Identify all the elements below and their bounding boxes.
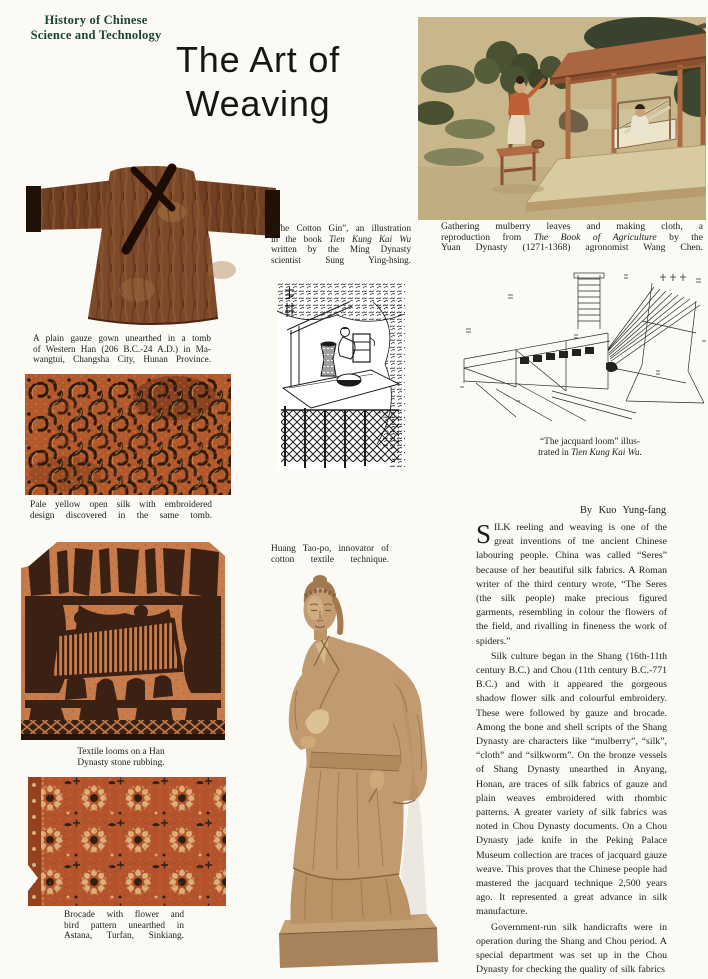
article-paragraph-3: Government-run silk handicrafts were in operation during the Shang and Chou period. A special department was set up in the Chou Dynasty for checking the quality of silk fabrics (476, 921, 667, 976)
embroidered-silk-image (25, 374, 231, 495)
title-line2: Weaving (185, 83, 331, 124)
huang-tao-po-statue-figure (277, 574, 453, 970)
article-paragraph-2: Silk culture began in the Shang (16th-11th century B.C.) and Chou (11th century B.C.-771 B.C.) and with it appeared the gorgeous shadow flower silk and colourful embroidery. These were followed by gauze and brocade. Among the bone and shell scripts of the Shang Dynasty are characters like “mulberry”, “silk”, “cloth” and “silkworm”. On the bronze vessels of Shang Dynasty unearthed in Anyang, Honan, are traces of silk fabrics of gauze and plain weaves embroidered with rhombic patterns. A greater variety of silk fabrics was noted in Chou Dynasty documents. On a Chou Dynasty jade knife in the Peking Palace Museum collection are traces of jacquard gauze weave. This proves that the Chinese people had mastered the jacquard technique 2,500 years ago. It represented a great advance in silk manufacture. (476, 650, 667, 918)
stone-rubbing-image (21, 542, 225, 740)
stone-rubbing-figure (21, 542, 225, 740)
painting-caption: Gathering mulberry leaves and making cloth, a reproduction from The Book of Agriculture by the Yuan Dynasty (1271-1368) agronomist Wang Chen. (441, 221, 703, 254)
drop-cap: S (476, 519, 492, 549)
cotton-gin-caption: “The Cotton Gin”, an illustration in the book Tien Kung Kai Wu written by the Ming Dynasty scientist Sung Ying-hsing. (271, 223, 411, 266)
jacquard-loom-caption: “The jacquard loom” illus- trated in Tien Kung Kai Wu. (538, 437, 642, 458)
gauze-gown-image (22, 150, 284, 328)
cotton-gin-image (277, 282, 405, 470)
silk-caption: Pale yellow open silk with embroidered design discovered in the same tomb. (30, 500, 212, 521)
cotton-gin-figure (277, 282, 405, 470)
gauze-gown-figure (22, 150, 284, 328)
mulberry-painting-figure (418, 17, 706, 220)
title-line1: The Art of (175, 39, 341, 80)
jacquard-loom-image (456, 271, 706, 433)
brocade-caption: Brocade with flower and bird pattern unearthed in Astana, Turfan, Sinkiang. (64, 910, 184, 942)
robe-caption: A plain gauze gown unearthed in a tomb of Western Han (206 B.C.-24 A.D.) in Ma- wangtui, Changsha City, Hunan Province. (33, 333, 211, 365)
brocade-image (28, 777, 226, 906)
masthead-line2: Science and Technology (30, 28, 162, 42)
article-paragraph-1: SILK reeling and weaving is one of the great inventions of tne ancient Chinese labouring people. China was called “Seres” because of her beautiful silk fabrics. A Roman writer of the third century wrote, “The Seres (the silk people) make precious figured garments, resembling in colour the flowers of the field, and rivalling in fineness the work of spiders.” (476, 519, 667, 647)
huang-tao-po-statue-image (277, 574, 453, 970)
jacquard-loom-figure (456, 271, 706, 433)
brocade-figure (28, 777, 226, 906)
masthead-line1: History of Chinese (44, 13, 148, 27)
embroidered-silk-figure (25, 374, 231, 495)
page-title (146, 38, 370, 126)
rubbing-caption: Textile looms on a Han Dynasty stone rubbing. (77, 747, 165, 768)
statue-caption: Huang Tao-po, innovator of cotton textile technique. (271, 544, 389, 565)
article-text (476, 521, 667, 978)
mulberry-painting-image (418, 17, 706, 220)
article-byline: By Kuo Yung-fang (580, 505, 666, 516)
